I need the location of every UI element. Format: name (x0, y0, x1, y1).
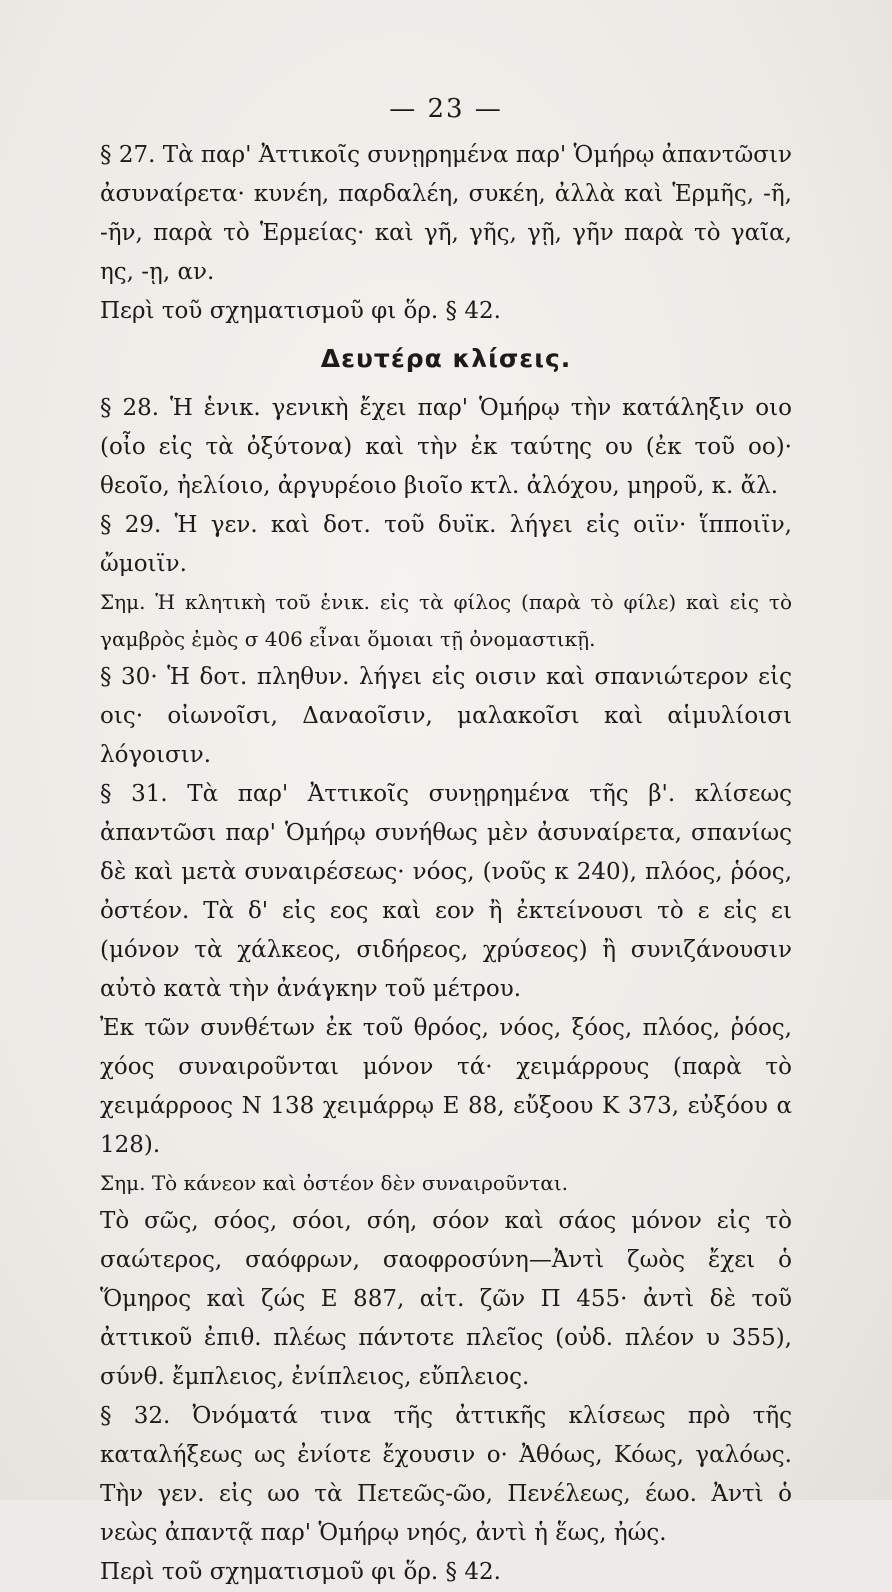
paragraph-s30: § 30· Ἡ δοτ. πληθυν. λήγει εἰς οισιν καὶ σπανιώτερον εἰς οις· οἰωνοῖσι, Δαναοῖσιν, μαλακοῖσι καὶ αἱμυλίοισι λόγοισιν. (100, 664, 792, 768)
paragraph-s29: § 29. Ἡ γεν. καὶ δοτ. τοῦ δυϊκ. λήγει εἰς οιϊν· ἵπποιϊν, ὤμοιϊν. (100, 512, 792, 577)
paragraph-s27: § 27. Τὰ παρ' Ἀττικοῖς συνῃρημένα παρ' Ὁμήρῳ ἀπαντῶσιν ἀσυναίρετα· κυνέη, παρδαλέη, συκέη, ἀλλὰ καὶ Ἑρμῆς, -ῆ, -ῆν, παρὰ τὸ Ἑρμείας· καὶ γῆ, γῆς, γῇ, γῆν παρὰ τὸ γαῖα, ης, -ῃ, αν. (100, 142, 792, 285)
paragraph-s31: § 31. Τὰ παρ' Ἀττικοῖς συνῃρημένα τῆς β'. κλίσεως ἀπαντῶσι παρ' Ὁμήρῳ συνήθως μὲν ἀσυναίρετα, σπανίως δὲ καὶ μετὰ συναιρέσεως· νόος, (νοῦς κ 240), πλόος, ῥόος, ὀστέον. Τὰ δ' εἰς εος καὶ εον ἢ ἐκτείνουσι τὸ ε εἰς ει (μόνον τὰ χάλκεος, σιδήρεος, χρύσεος) ἢ συνιζάνουσιν αὐτὸ κατὰ τὴν ἀνάγκην τοῦ μέτρου. (100, 781, 792, 1002)
paragraph-s27-ref: Περὶ τοῦ σχηματισμοῦ φι ὅρ. § 42. (100, 298, 501, 324)
paragraph-s31c: Τὸ σῶς, σόος, σόοι, σόη, σόον καὶ σάος μόνον εἰς τὸ σαώτερος, σαόφρων, σαοφροσύνη—Ἀντὶ ζωὸς ἔχει ὁ Ὅμηρος καὶ ζώς Ε 887, αἰτ. ζῶν Π 455· ἀντὶ δὲ τοῦ ἀττικοῦ ἐπιθ. πλέως πάντοτε πλεῖος (οὐδ. πλέον υ 355), σύνθ. ἔμπλειος, ἐνίπλειος, εὔπλειος. (100, 1208, 792, 1390)
page-number: — 23 — (389, 94, 503, 124)
note-s31: Σημ. Τὸ κάνεον καὶ ὀστέον δὲν συναιροῦνται. (100, 1171, 569, 1195)
paragraph-s28: § 28. Ἡ ἑνικ. γενικὴ ἔχει παρ' Ὁμήρῳ τὴν κατάληξιν οιο (οἶο εἰς τὰ ὀξύτονα) καὶ τὴν ἐκ ταύτης ου (ἐκ τοῦ οο)· θεοῖο, ἠελίοιο, ἀργυρέοιο βιοῖο κτλ. ἀλόχου, μηροῦ, κ. ἄλ. (100, 395, 792, 499)
paragraph-s31b: Ἐκ τῶν συνθέτων ἐκ τοῦ θρόος, νόος, ξόος, πλόος, ῥόος, χόος συναιροῦνται μόνον τά· χειμάρρους (παρὰ τὸ χειμάρροος Ν 138 χειμάρρῳ Ε 88, εὔξοου Κ 373, εὐξόου α 128). (100, 1015, 792, 1158)
paragraph-s32-ref: Περὶ τοῦ σχηματισμοῦ φι ὅρ. § 42. (100, 1559, 501, 1585)
note-s29: Σημ. Ἡ κλητικὴ τοῦ ἑνικ. εἰς τὰ φίλος (παρὰ τὸ φίλε) καὶ εἰς τὸ γαμβρὸς ἐμὸς σ 406 εἶναι ὅμοιαι τῇ ὀνομαστικῇ. (100, 590, 792, 651)
section-heading: Δευτέρα κλίσεις. (320, 344, 572, 373)
paragraph-s32: § 32. Ὀνόματά τινα τῆς ἀττικῆς κλίσεως πρὸ τῆς καταλήξεως ως ἐνίοτε ἔχουσιν ο· Ἀθόως, Κόως, γαλόως. Τὴν γεν. εἰς ωο τὰ Πετεῶς-ῶο, Πενέλεως, έωο. Ἀντὶ ὁ νεὼς ἀπαντᾷ παρ' Ὁμήρῳ νηός, ἀντὶ ἡ ἕως, ἠώς. (100, 1403, 792, 1546)
